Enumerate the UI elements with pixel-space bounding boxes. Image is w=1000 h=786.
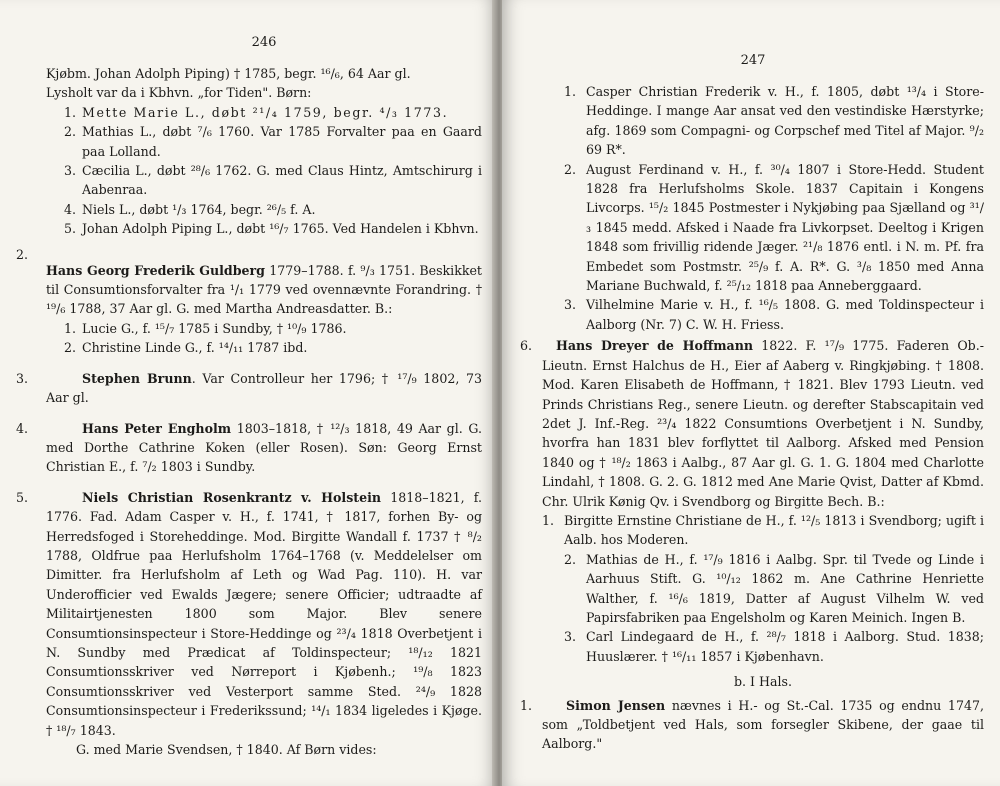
entry-number: 5. bbox=[16, 489, 29, 505]
entry-name: Simon Jensen bbox=[566, 697, 666, 713]
intro-line: Lysholt var da i Kbhvn. „for Tiden". Børn: bbox=[46, 85, 312, 101]
entry-text bbox=[46, 369, 482, 408]
item-number: 4. bbox=[64, 201, 77, 217]
item-number: 5. bbox=[64, 221, 77, 237]
entry-body: 1822. F. ¹⁷/₉ 1775. Faderen Ob.-Lieutn. Ernst Halchus de H., Eier af Aaberg v. Ringkjøbing. † 1808. Mod. Karen Elisabeth de Hoffmann, † 1821. Blev 1793 Lieutn. ved Prinds Christians Reg., senere Lieutn. og derefter Stabscapitain ved 2det J. Inf.-Reg. ²³/₄ 1822 Consumtions Overbetjent i N. Sundby, hvorfra han 1831 blev forflyttet til Aalborg. Afsked med Pension 1840 og † ¹⁸/₂ 1863 i Aalbg., 87 Aar gl. G. 1. G. 1804 med Charlotte Lindahl, † 1808. G. 2. G. 1812 med Ane Marie Qvist, Datter af Kbmd. Chr. Ulrik Kønig Qv. i Svendborg og Birgitte Bech. B.: bbox=[542, 338, 985, 509]
entry-text bbox=[542, 336, 984, 511]
item-text: Casper Christian Frederik v. H., f. 1805, døbt ¹³/₄ i Store-Heddinge. I mange Aar ansat ved den vestindiske Hærstyrke; afg. 1869 som Compagni- og Corpschef med Titel af Major. ⁹/₂ 69 R*. bbox=[586, 84, 984, 158]
list-item bbox=[542, 160, 984, 296]
item-number: 1. bbox=[64, 320, 77, 336]
list-item bbox=[46, 200, 482, 219]
list-item bbox=[46, 103, 482, 122]
entry-holstein bbox=[16, 488, 482, 760]
item-number: 3. bbox=[564, 297, 577, 313]
item-text: Vilhelmine Marie v. H., f. ¹⁶/₅ 1808. G. med Toldinspecteur i Aalborg (Nr. 7) C. W. H. Friess. bbox=[586, 297, 984, 332]
entry-tail: G. med Marie Svendsen, † 1840. Af Børn vides: bbox=[76, 742, 377, 757]
intro-line: Kjøbm. Johan Adolph Piping) † 1785, begr. ¹⁶/₆, 64 Aar gl. bbox=[46, 66, 411, 81]
item-number: 3. bbox=[64, 163, 77, 179]
entry-number: 4. bbox=[16, 420, 29, 436]
item-text: Niels L., døbt ¹/₃ 1764, begr. ²⁶/₅ f. A. bbox=[82, 201, 316, 217]
entry-body: 1818–1821, f. 1776. Fad. Adam Casper v. H., f. 1741, † 1817, forhen By- og Herredsfoged i Storeheddinge. Mod. Birgitte Wandall f. 1737 † ⁸/₂ 1788, Oldfrue paa Herlufsholm 1764–1768 (v. Meddelelser om Dimitter. fra Herlufsholm af Leth og Wad Pag. 110). H. var Underofficier ved Ewalds Jægere; senere Officier; udtraadte af Militairtjenesten 1800 som Major. Blev senere Consumtionsinspecteur i Store-Heddinge og ²³/₄ 1818 Overbetjent i N. Sundby med Prædicat af Toldinspecteur; ¹⁸/₁₂ 1821 Consumtionsskriver ved Nørreport i Kjøbenh.; ¹⁹/₈ 1823 Consumtionsskriver ved Vesterport samme Sted. ²⁴/₉ 1828 Consumtionsinspecteur i Frederikssund; ¹⁴/₁ 1834 ligeledes i Kjøge. † ¹⁸/₇ 1843. bbox=[46, 489, 482, 738]
list-item bbox=[542, 550, 984, 628]
entry-name: Hans Georg Frederik Guldberg bbox=[46, 262, 265, 278]
page-number-right: 247 bbox=[740, 53, 766, 68]
entry-text bbox=[46, 488, 482, 740]
list-item bbox=[542, 627, 984, 666]
entry-number: 3. bbox=[16, 370, 29, 386]
entry-brunn bbox=[16, 369, 482, 408]
item-number: 2. bbox=[564, 161, 577, 177]
entry-body: 1803–1818, † ¹²/₃ 1818, 49 Aar gl. G. med Dorthe Cathrine Koken (eller Rosen). Søn: Georg Ernst Christian E., f. ⁷/₂ 1803 i Sundby. bbox=[46, 420, 482, 475]
entry-hoffmann bbox=[520, 336, 985, 666]
item-text: Birgitte Ernstine Christiane de H., f. ¹²/₅ 1813 i Svendborg; ugift i Aalb. hos Moderen. bbox=[564, 512, 984, 548]
item-text: August Ferdinand v. H., f. ³⁰/₄ 1807 i Store-Hedd. Student 1828 fra Herlufsholms Skole. 1837 Capitain i Kongens Livcorps. ¹⁵/₂ 1845 Postmester i Nykjøbing paa Sjælland og ³¹/₃ 1845 medd. Afsked i Naade fra Livkorpset. Deeltog i Krigen 1848 som frivillig ridende Jæger. ²¹/₈ 1876 entl. i N. m. Pf. fra Embedet som Postmstr. ²⁵/₉ f. A. R*. G. ³/₈ 1850 med Anna Mariane Buchwald, f. ²⁵/₁₂ 1818 paa Anneberggaard. bbox=[586, 161, 984, 294]
item-text: Mathias L., døbt ⁷/₆ 1760. Var 1785 Forvalter paa en Gaard paa Lolland. bbox=[82, 124, 482, 159]
list-item bbox=[542, 82, 984, 160]
item-text: Cæcilia L., døbt ²⁸/₆ 1762. G. med Claus Hintz, Amtschirurg i Aabenraa. bbox=[82, 163, 482, 198]
entry-body: 1779–1788. f. ⁹/₃ 1751. Beskikket til Consumtionsforvalter fra ¹/₁ 1779 ved ovennævnte Forandring. † ¹⁹/₆ 1788, 37 Aar gl. G. med Martha Andreasdatter. B.: bbox=[46, 262, 482, 317]
section-heading: b. I Hals. bbox=[733, 674, 793, 690]
entry-name: Stephen Brunn bbox=[82, 370, 192, 386]
item-text: Mette Marie L., døbt ²¹/₄ 1759, begr. ⁴/₃ 1773. bbox=[82, 104, 449, 120]
list-item bbox=[46, 338, 482, 357]
entry-guldberg bbox=[16, 246, 482, 358]
item-number: 2. bbox=[64, 124, 77, 140]
entry-name: Niels Christian Rosenkrantz v. Holstein bbox=[82, 489, 382, 505]
entry-name: Hans Peter Engholm bbox=[82, 420, 232, 436]
list-item bbox=[46, 161, 482, 200]
item-number: 2. bbox=[64, 340, 77, 356]
entry-engholm bbox=[16, 419, 482, 477]
item-text: Mathias de H., f. ¹⁷/₉ 1816 i Aalbg. Spr. til Tvede og Linde i Aarhuus Stift. G. ¹⁰/₁₂ 1862 m. Ane Cathrine Henriette Walther, f. ¹⁶/₆ 1819, Datter af August Vilhelm W. ved Papirsfabriken paa Engelsholm og Karen Meinich. Ingen B. bbox=[586, 551, 984, 625]
item-text: Lucie G., f. ¹⁵/₇ 1785 i Sundby, † ¹⁰/₉ 1786. bbox=[82, 320, 347, 336]
entry-text bbox=[46, 261, 482, 319]
entry-text bbox=[46, 419, 482, 477]
list-item bbox=[46, 319, 482, 338]
entry-number: 1. bbox=[520, 697, 533, 713]
entry-text bbox=[542, 696, 984, 754]
item-number: 3. bbox=[564, 629, 577, 645]
entry-number: 6. bbox=[520, 338, 533, 354]
entry-body: nævnes i H.- og St.-Cal. 1735 og endnu 1747, som „Toldbetjent ved Hals, som forsegler Skibene, der gaae til Aalborg." bbox=[542, 697, 984, 752]
left-page bbox=[0, 0, 496, 786]
item-text: Johan Adolph Piping L., døbt ¹⁶/₇ 1765. Ved Handelen i Kbhvn. bbox=[82, 221, 479, 237]
item-text: Carl Lindegaard de H., f. ²⁸/₇ 1818 i Aalborg. Stud. 1838; Huuslærer. † ¹⁶/₁₁ 1857 i Kjøbenhavn. bbox=[586, 629, 984, 664]
item-number: 2. bbox=[564, 551, 577, 567]
item-number: 1. bbox=[542, 512, 555, 528]
item-number: 1. bbox=[64, 104, 77, 120]
item-number: 1. bbox=[564, 84, 577, 99]
item-text: Christine Linde G., f. ¹⁴/₁₁ 1787 ibd. bbox=[82, 340, 308, 356]
entry-number: 2. bbox=[16, 246, 29, 262]
page-number-left: 246 bbox=[251, 35, 277, 50]
list-item bbox=[46, 122, 482, 161]
entry-jensen bbox=[520, 696, 984, 754]
entry-body: . Var Controlleur her 1796; † ¹⁷/₉ 1802, 73 Aar gl. bbox=[46, 370, 482, 406]
right-page bbox=[502, 0, 1000, 786]
list-item bbox=[542, 511, 984, 550]
list-item bbox=[542, 295, 984, 334]
entry-name: Hans Dreyer de Hoffmann bbox=[556, 338, 754, 354]
list-item bbox=[46, 219, 482, 238]
